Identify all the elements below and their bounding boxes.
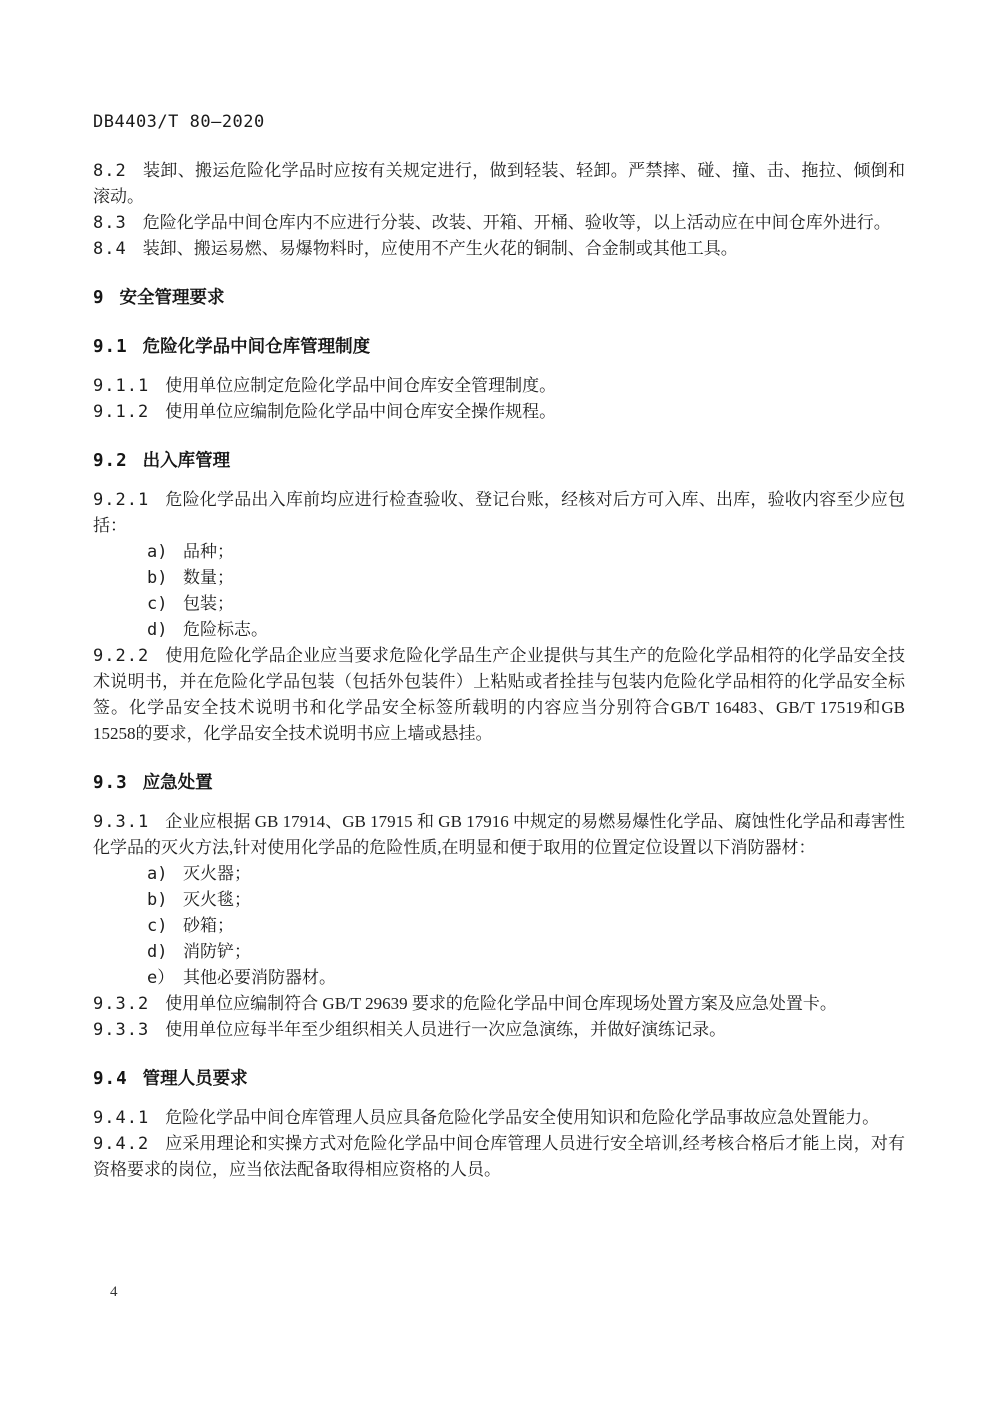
list-text: 品种； bbox=[183, 542, 234, 561]
clause-9-1-2 bbox=[93, 399, 905, 425]
section-number: 9.4 bbox=[93, 1069, 128, 1089]
clause-8-4 bbox=[93, 236, 905, 262]
clause-number: 9.3.2 bbox=[93, 994, 150, 1014]
clause-number: 9.1.2 bbox=[93, 402, 150, 422]
clause-text: 使用单位应制定危险化学品中间仓库安全管理制度。 bbox=[165, 376, 557, 395]
list-marker: a) bbox=[147, 864, 168, 884]
clause-9-2-2 bbox=[93, 643, 905, 747]
list-marker: b) bbox=[147, 568, 168, 588]
document-header bbox=[93, 112, 905, 132]
clause-9-4-1 bbox=[93, 1105, 905, 1131]
clause-text: 危险化学品出入库前均应进行检查验收、登记台账，经核对后方可入库、出库，验收内容至少应包括： bbox=[93, 490, 905, 535]
section-number: 9 bbox=[93, 288, 105, 308]
clause-text: 危险化学品中间仓库内不应进行分装、改装、开箱、开桶、验收等，以上活动应在中间仓库外进行。 bbox=[142, 213, 891, 232]
list-item bbox=[93, 965, 905, 991]
list-item bbox=[93, 939, 905, 965]
clause-number: 8.3 bbox=[93, 213, 127, 233]
clause-number: 8.2 bbox=[93, 161, 127, 181]
clause-number: 9.2.2 bbox=[93, 646, 150, 666]
clause-number: 9.2.1 bbox=[93, 490, 150, 510]
section-number: 9.3 bbox=[93, 773, 128, 793]
clause-text: 装卸、搬运易燃、易爆物料时，应使用不产生火花的铜制、合金制或其他工具。 bbox=[142, 239, 738, 258]
list-9-2-1 bbox=[93, 539, 905, 643]
list-9-3-1 bbox=[93, 861, 905, 991]
clause-8-2 bbox=[93, 158, 905, 210]
document-footer bbox=[110, 1283, 118, 1301]
section-title: 危险化学品中间仓库管理制度 bbox=[142, 336, 371, 356]
section-heading-9-3 bbox=[93, 769, 905, 796]
list-item bbox=[93, 887, 905, 913]
clause-9-3-1 bbox=[93, 809, 905, 861]
clause-number: 9.1.1 bbox=[93, 376, 150, 396]
list-marker: b) bbox=[147, 890, 168, 910]
document-body bbox=[93, 158, 905, 1183]
list-marker: d) bbox=[147, 942, 168, 962]
section-heading-9 bbox=[93, 284, 905, 311]
list-item bbox=[93, 565, 905, 591]
section-number: 9.2 bbox=[93, 451, 128, 471]
list-marker: d) bbox=[147, 620, 168, 640]
clause-9-2-1 bbox=[93, 487, 905, 539]
list-text: 消防铲； bbox=[183, 942, 251, 961]
list-item bbox=[93, 861, 905, 887]
clause-text: 危险化学品中间仓库管理人员应具备危险化学品安全使用知识和危险化学品事故应急处置能力。 bbox=[165, 1108, 880, 1127]
section-number: 9.1 bbox=[93, 337, 128, 357]
section-title: 管理人员要求 bbox=[142, 1068, 248, 1088]
list-text: 其他必要消防器材。 bbox=[183, 968, 336, 987]
clause-9-1-1 bbox=[93, 373, 905, 399]
clause-9-4-2 bbox=[93, 1131, 905, 1183]
standard-number: DB4403/T 80—2020 bbox=[93, 112, 265, 132]
section-heading-9-1 bbox=[93, 333, 905, 360]
list-marker: e） bbox=[147, 968, 175, 988]
clause-text: 使用危险化学品企业应当要求危险化学品生产企业提供与其生产的危险化学品相符的化学品安全技术说明书，并在危险化学品包装（包括外包装件）上粘贴或者拴挂与包装内危险化学品相符的化学品安全标签。化学品安全技术说明书和化学品安全标签所载明的内容应当分别符合GB/T 16483、GB/T 17519和GB 15258的要求，化学品安全技术说明书应上墙或悬挂。 bbox=[93, 646, 905, 743]
list-text: 灭火器； bbox=[183, 864, 251, 883]
list-text: 包装； bbox=[183, 594, 234, 613]
list-item bbox=[93, 617, 905, 643]
clause-9-3-3 bbox=[93, 1017, 905, 1043]
clause-text: 使用单位应编制符合 GB/T 29639 要求的危险化学品中间仓库现场处置方案及应急处置卡。 bbox=[165, 994, 837, 1013]
clause-9-3-2 bbox=[93, 991, 905, 1017]
list-marker: c) bbox=[147, 594, 168, 614]
clause-number: 9.4.1 bbox=[93, 1108, 150, 1128]
clause-text: 应采用理论和实操方式对危险化学品中间仓库管理人员进行安全培训,经考核合格后才能上岗，对有资格要求的岗位，应当依法配备取得相应资格的人员。 bbox=[93, 1134, 905, 1179]
section-title: 安全管理要求 bbox=[119, 287, 225, 307]
section-title: 应急处置 bbox=[142, 772, 213, 792]
list-marker: a) bbox=[147, 542, 168, 562]
clause-number: 8.4 bbox=[93, 239, 127, 259]
clause-number: 9.3.1 bbox=[93, 812, 150, 832]
list-item bbox=[93, 913, 905, 939]
page-number: 4 bbox=[110, 1284, 118, 1300]
list-marker: c) bbox=[147, 916, 168, 936]
section-heading-9-4 bbox=[93, 1065, 905, 1092]
list-item bbox=[93, 591, 905, 617]
clause-text: 使用单位应每半年至少组织相关人员进行一次应急演练，并做好演练记录。 bbox=[165, 1020, 727, 1039]
clause-number: 9.4.2 bbox=[93, 1134, 150, 1154]
list-text: 数量； bbox=[183, 568, 234, 587]
list-item bbox=[93, 539, 905, 565]
list-text: 危险标志。 bbox=[183, 620, 268, 639]
clause-number: 9.3.3 bbox=[93, 1020, 150, 1040]
list-text: 灭火毯； bbox=[183, 890, 251, 909]
clause-8-3 bbox=[93, 210, 905, 236]
section-heading-9-2 bbox=[93, 447, 905, 474]
clause-text: 企业应根据 GB 17914、GB 17915 和 GB 17916 中规定的易燃易爆性化学品、腐蚀性化学品和毒害性化学品的灭火方法,针对使用化学品的危险性质,在明显和便于取用的位置定位设置以下消防器材： bbox=[93, 812, 905, 857]
clause-text: 使用单位应编制危险化学品中间仓库安全操作规程。 bbox=[165, 402, 557, 421]
list-text: 砂箱； bbox=[183, 916, 234, 935]
section-title: 出入库管理 bbox=[142, 450, 231, 470]
clause-text: 装卸、搬运危险化学品时应按有关规定进行，做到轻装、轻卸。严禁摔、碰、撞、击、拖拉、倾倒和滚动。 bbox=[93, 161, 905, 206]
